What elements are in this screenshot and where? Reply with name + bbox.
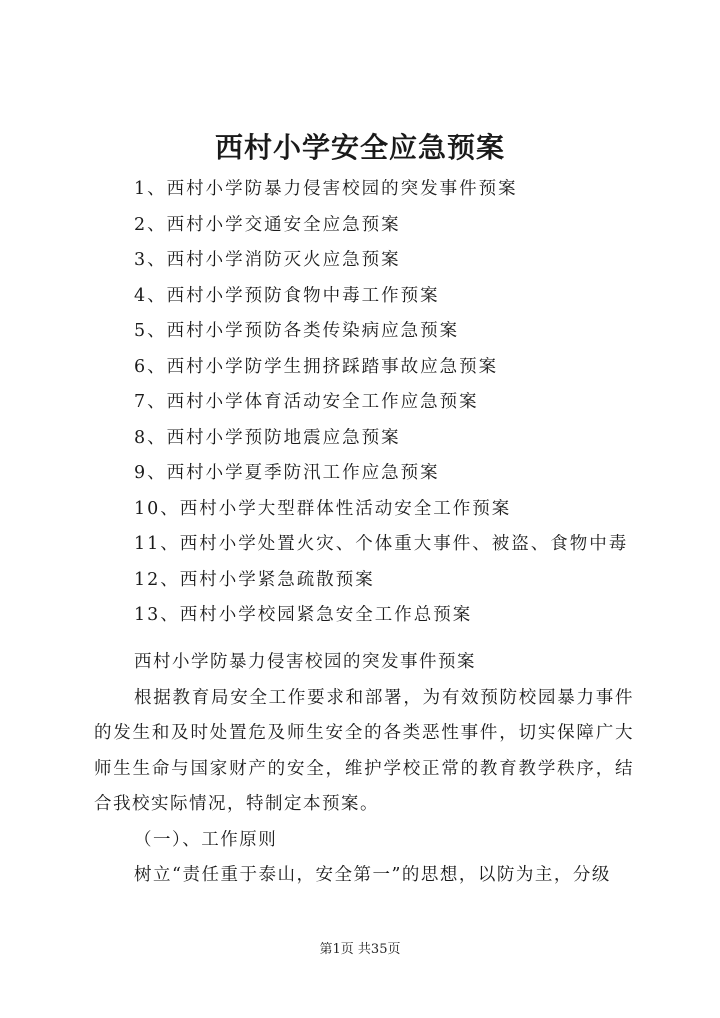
- toc-item: 2、西村小学交通安全应急预案: [134, 214, 401, 235]
- principles-paragraph: 树立“责任重于泰山，安全第一”的思想，以防为主，分级: [134, 865, 611, 885]
- section-heading: 西村小学防暴力侵害校园的突发事件预案: [134, 652, 476, 672]
- document-title: 西村小学安全应急预案: [214, 131, 505, 164]
- toc-item: 1、西村小学防暴力侵害校园的突发事件预案: [134, 179, 518, 199]
- toc-item: 10、西村小学大型群体性活动安全工作预案: [134, 498, 512, 519]
- toc-item: 11、西村小学处置火灾、个体重大事件、被盗、食物中毒: [134, 534, 629, 554]
- subheading-principles: （一）、工作原则: [134, 829, 278, 850]
- toc-item: 13、西村小学校园紧急安全工作总预案: [134, 605, 473, 625]
- toc-item: 7、西村小学体育活动安全工作应急预案: [134, 392, 479, 412]
- toc-item: 9、西村小学夏季防汛工作应急预案: [134, 463, 440, 483]
- intro-paragraph: 根据教育局安全工作要求和部署，为有效预防校园暴力事件的发生和及时处置危及师生安全的各类恶性事件，切实保障广大师生生命与国家财产的安全，维护学校正常的教育教学秩序，结合我校实际情况，特制定本预案。: [94, 687, 634, 814]
- toc-item: 12、西村小学紧急疏散预案: [134, 569, 375, 590]
- table-of-contents: [134, 172, 628, 634]
- page-number-footer: 第1页 共35页: [319, 942, 401, 957]
- toc-item: 8、西村小学预防地震应急预案: [134, 427, 401, 448]
- toc-item: 4、西村小学预防食物中毒工作预案: [134, 285, 440, 306]
- toc-item: 6、西村小学防学生拥挤踩踏事故应急预案: [134, 356, 499, 377]
- toc-item: 5、西村小学预防各类传染病应急预案: [134, 321, 460, 341]
- document-body: [94, 645, 634, 894]
- toc-item: 3、西村小学消防灭火应急预案: [134, 250, 401, 270]
